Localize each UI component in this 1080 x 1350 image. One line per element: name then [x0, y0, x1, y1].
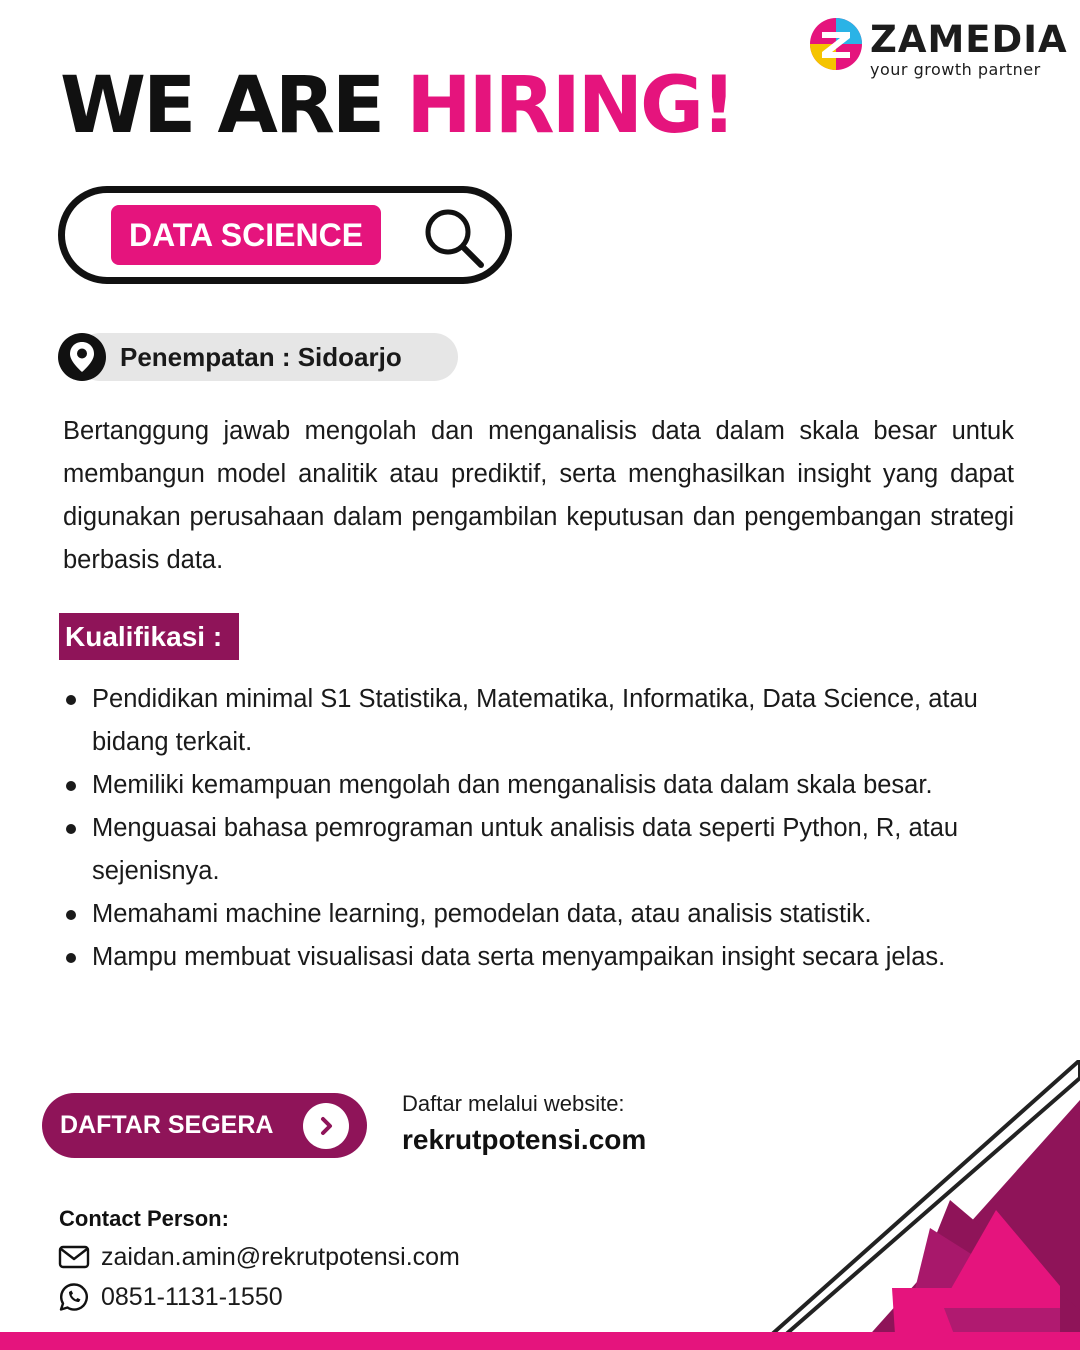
bullet-icon	[66, 824, 76, 834]
zamedia-logo-icon	[808, 16, 864, 72]
brand-logo	[808, 14, 1070, 84]
location-badge	[58, 333, 458, 381]
contact-phone[interactable]: 0851-1131-1550	[101, 1283, 283, 1311]
qualifications-list	[64, 678, 1024, 979]
brand-name: ZAMEDIA	[870, 18, 1068, 61]
qualification-item	[64, 936, 1024, 979]
qualification-text: Menguasai bahasa pemrograman untuk analisis data seperti Python, R, atau sejenisnya.	[92, 814, 959, 885]
headline-part2: HIRING!	[406, 61, 734, 151]
qualification-text: Pendidikan minimal S1 Statistika, Matematika, Informatika, Data Science, atau bidang terkait.	[92, 685, 978, 756]
location-text: Penempatan : Sidoarjo	[120, 342, 402, 372]
location-pin-icon	[58, 333, 106, 381]
job-description: Bertanggung jawab mengolah dan menganalisis data dalam skala besar untuk membangun model analitik atau prediktif, serta menghasilkan insight yang dapat digunakan perusahaan dalam pengambilan keputusan dan pengembangan strategi berbasis data.	[63, 417, 1014, 574]
bullet-icon	[66, 953, 76, 963]
website-link[interactable]: rekrutpotensi.com	[402, 1124, 647, 1155]
corner-decoration	[760, 1060, 1080, 1350]
bullet-icon	[66, 910, 76, 920]
bullet-icon	[66, 695, 76, 705]
contact-title: Contact Person:	[59, 1206, 229, 1231]
contact-email[interactable]: zaidan.amin@rekrutpotensi.com	[101, 1243, 460, 1271]
whatsapp-icon	[58, 1282, 90, 1312]
apply-now-label: DAFTAR SEGERA	[60, 1111, 274, 1139]
qualification-text: Mampu membuat visualisasi data serta menyampaikan insight secara jelas.	[92, 943, 946, 971]
qualification-text: Memiliki kemampuan mengolah dan menganalisis data dalam skala besar.	[92, 771, 933, 799]
qualification-item	[64, 807, 1024, 893]
qualifications-label: Kualifikasi :	[59, 613, 239, 660]
qualification-text: Memahami machine learning, pemodelan data, atau analisis statistik.	[92, 900, 872, 928]
chevron-right-icon	[303, 1103, 349, 1149]
qualification-item	[64, 893, 1024, 936]
website-caption: Daftar melalui website:	[402, 1091, 625, 1116]
job-title-chip: DATA SCIENCE	[111, 205, 381, 265]
brand-tagline: your growth partner	[870, 60, 1041, 79]
search-icon	[421, 205, 487, 271]
bullet-icon	[66, 781, 76, 791]
bottom-accent-bar	[0, 1332, 1080, 1350]
qualification-item	[64, 678, 1024, 764]
envelope-icon	[58, 1242, 90, 1272]
qualification-item	[64, 764, 1024, 807]
headline	[60, 60, 734, 152]
search-bar	[58, 186, 512, 284]
apply-now-button[interactable]	[42, 1093, 367, 1158]
headline-part1: WE ARE	[60, 61, 383, 151]
